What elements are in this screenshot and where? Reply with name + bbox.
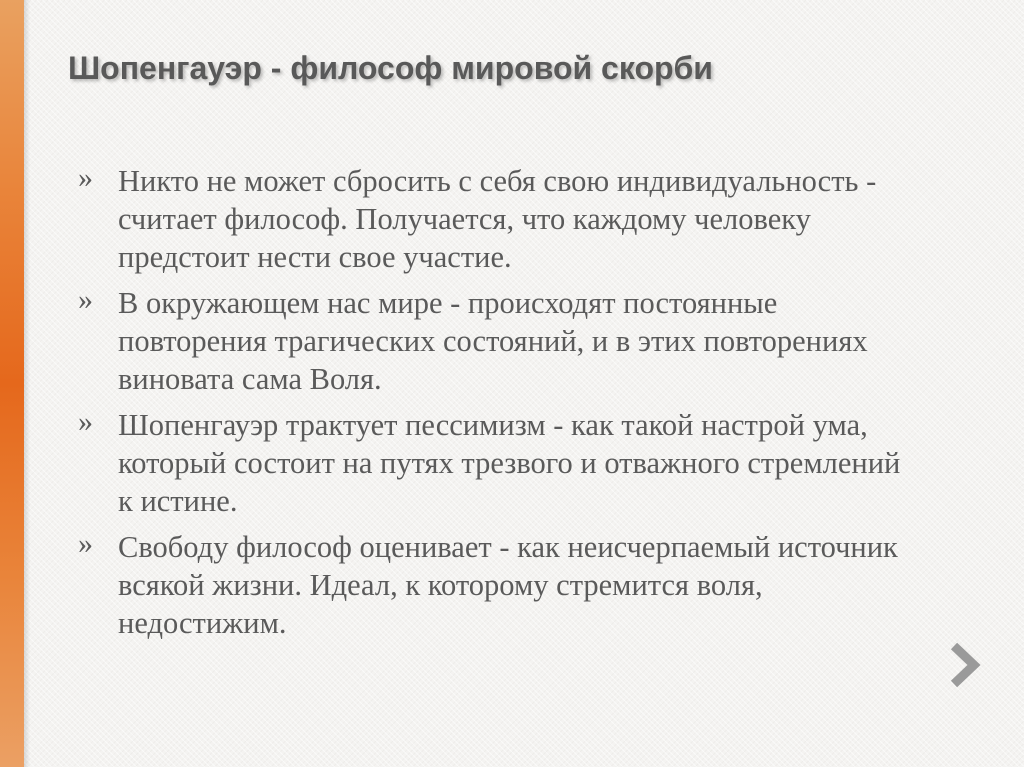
bullet-marker: » [78, 405, 93, 438]
bullet-item [78, 528, 908, 642]
bullet-item [78, 406, 908, 520]
chevron-right-icon [944, 640, 984, 690]
accent-bar [0, 0, 24, 767]
bullet-text: Шопенгауэр трактует пессимизм - как такой настрой ума, который состоит на путях трезвого и отважного стремлений к истине. [118, 408, 901, 518]
accent-bar-shadow [24, 0, 30, 767]
bullet-item [78, 162, 908, 276]
slide-title: Шопенгауэр - философ мировой скорби [68, 50, 713, 86]
bullet-marker: » [78, 283, 93, 316]
bullet-item [78, 284, 908, 398]
bullet-text: Никто не может сбросить с себя свою индивидуальность - считает философ. Получается, что каждому человеку предстоит нести свое участие. [118, 164, 877, 274]
next-slide-button[interactable] [944, 640, 984, 690]
bullet-marker: » [78, 527, 93, 560]
bullet-text: В окружающем нас мире - происходят постоянные повторения трагических состояний, и в этих повторениях виновата сама Воля. [118, 286, 868, 396]
bullet-marker: » [78, 161, 93, 194]
bullet-text: Свободу философ оценивает - как неисчерпаемый источник всякой жизни. Идеал, к которому стремится воля, недостижим. [118, 530, 898, 640]
bullet-list [78, 162, 908, 650]
